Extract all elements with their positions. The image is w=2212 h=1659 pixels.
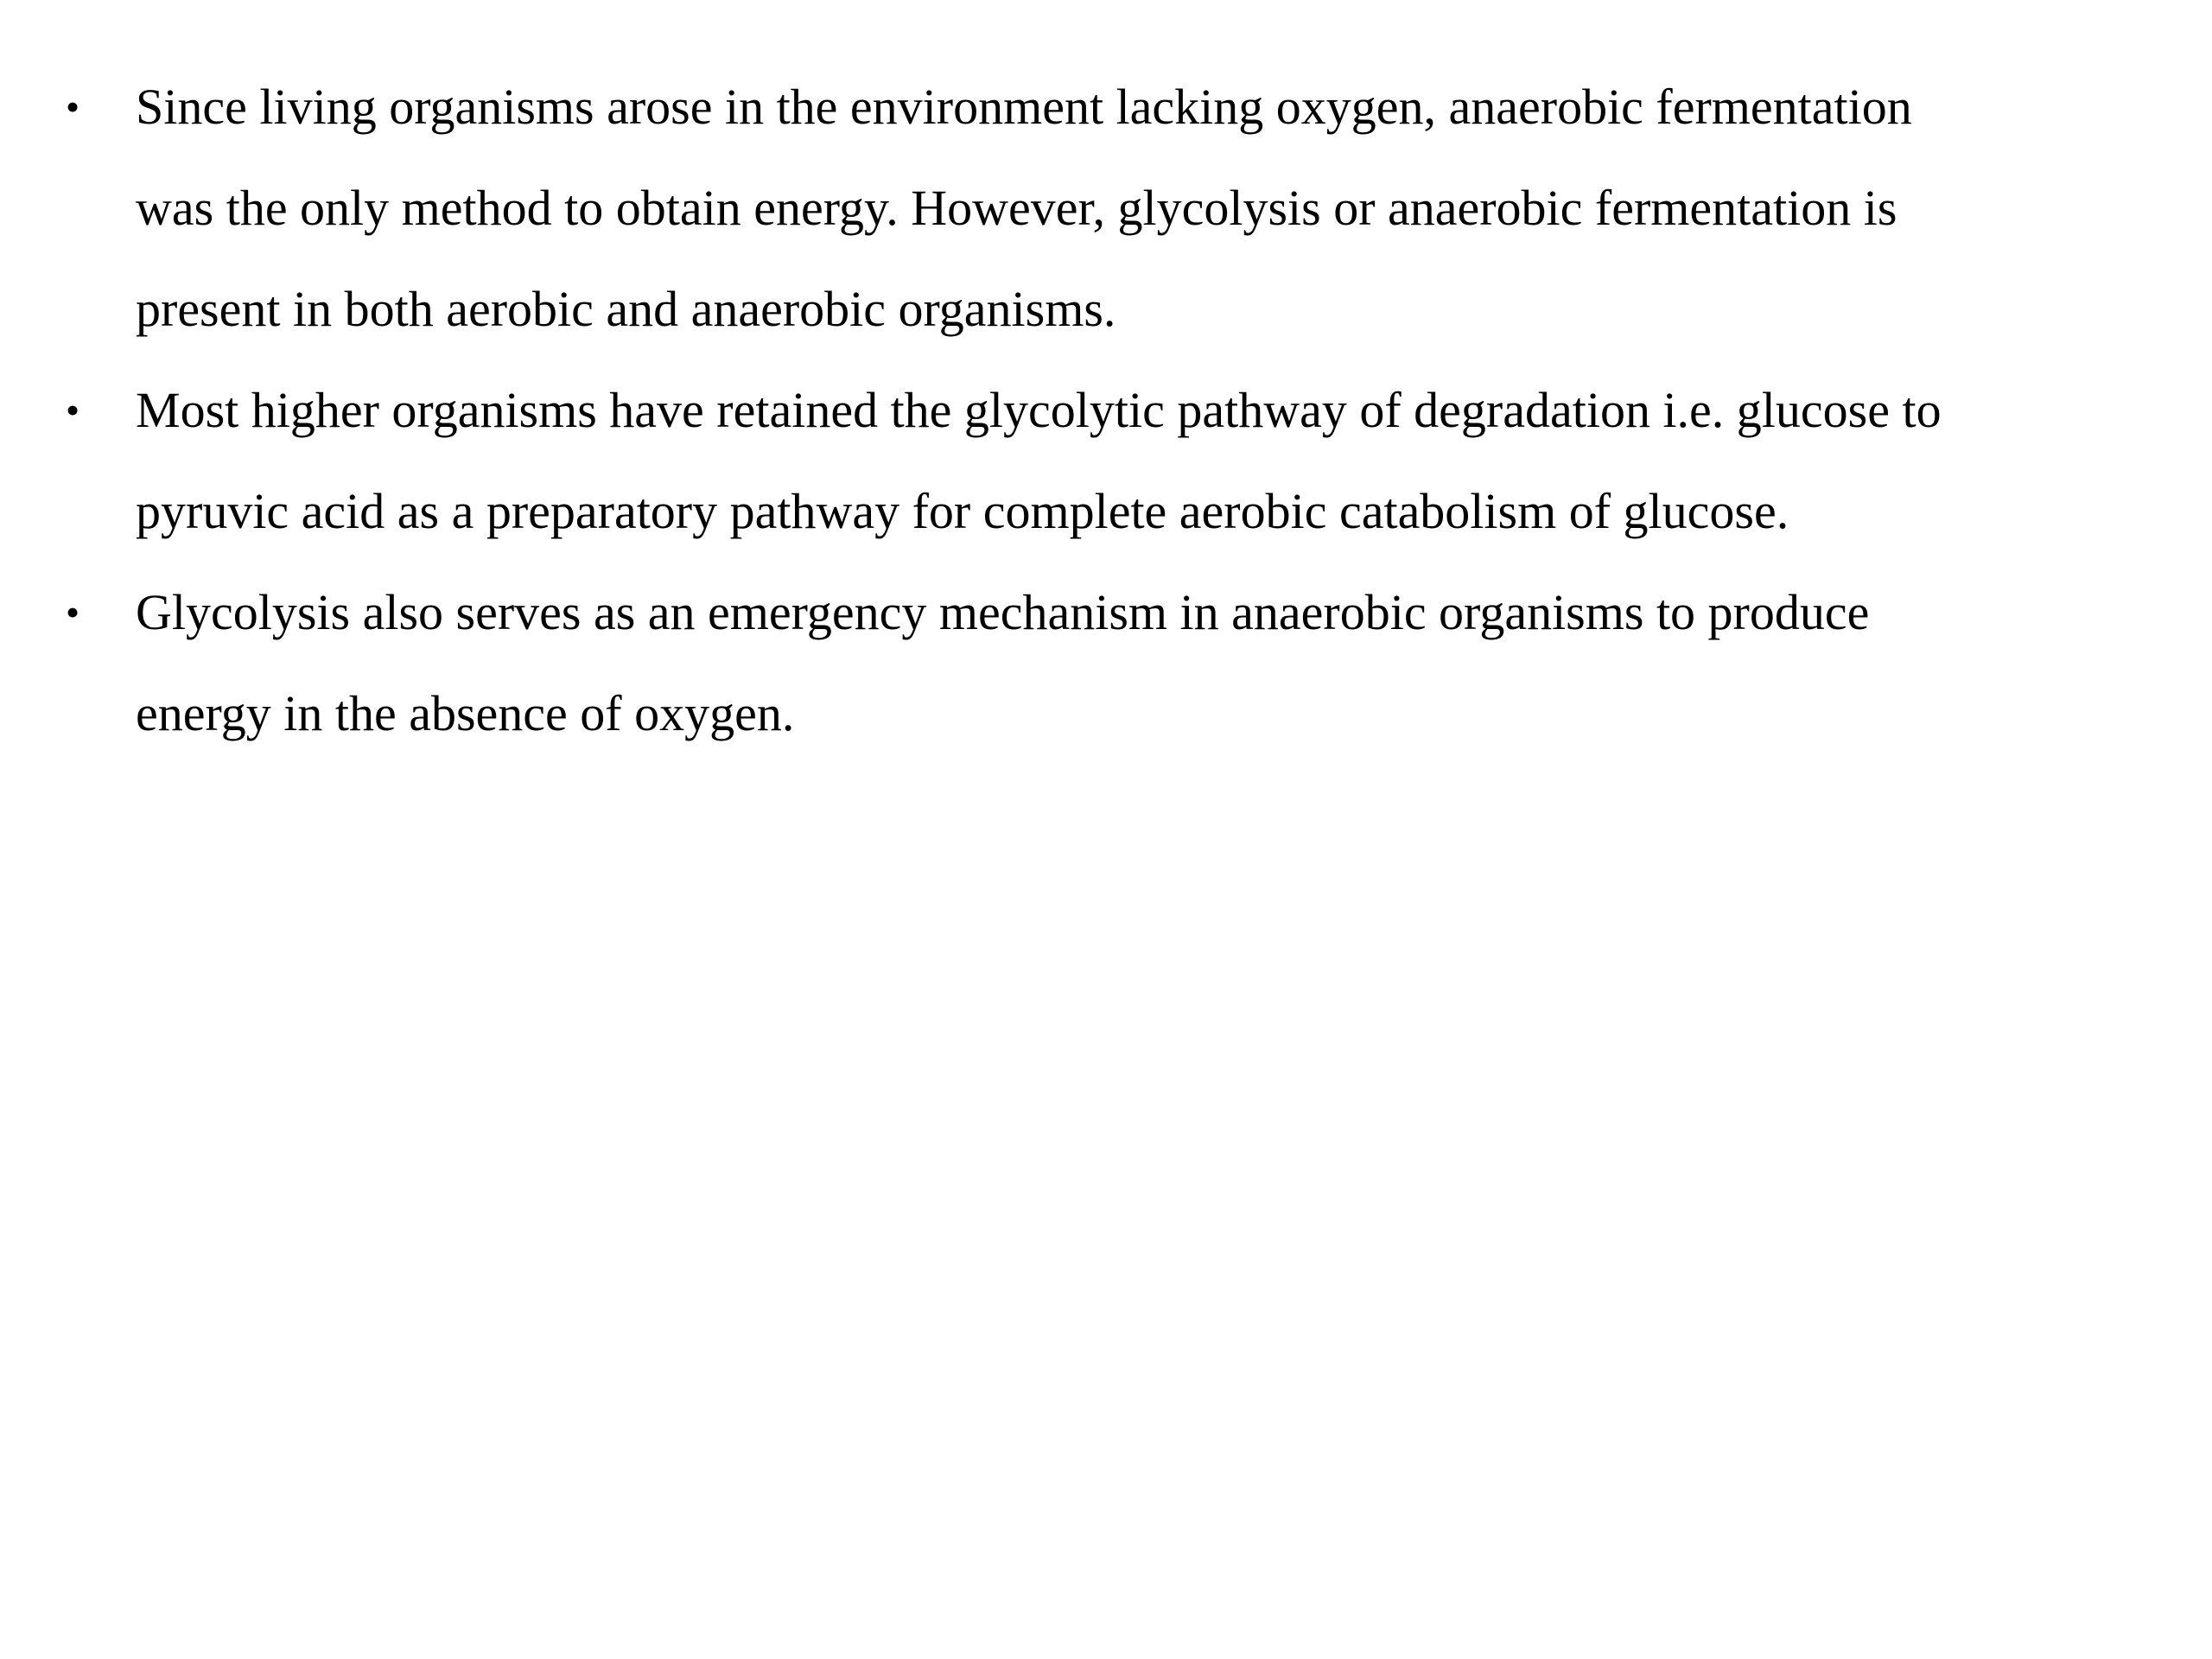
bullet-line: energy in the absence of oxygen. [136, 685, 795, 741]
bullet-line: was the only method to obtain energy. However, glycolysis or anaerobic fermentation is [136, 180, 1897, 236]
bullet-line: Most higher organisms have retained the glycolytic pathway of degradation i.e. glucose to [136, 382, 1942, 438]
bullet-line: Glycolysis also serves as an emergency mechanism in anaerobic organisms to produce [136, 584, 1870, 640]
bullet-list [0, 56, 2212, 764]
bullet-marker: • [66, 85, 80, 129]
bullet-line: Since living organisms arose in the environment lacking oxygen, anaerobic fermentation [136, 79, 1912, 135]
bullet-line: present in both aerobic and anaerobic organisms. [136, 281, 1116, 337]
bullet-line: pyruvic acid as a preparatory pathway for complete aerobic catabolism of glucose. [136, 483, 1789, 539]
bullet-marker: • [66, 590, 80, 634]
bullet-item [0, 359, 2212, 562]
bullet-item [0, 56, 2212, 359]
bullet-marker: • [66, 388, 80, 432]
bullet-item [0, 562, 2212, 764]
